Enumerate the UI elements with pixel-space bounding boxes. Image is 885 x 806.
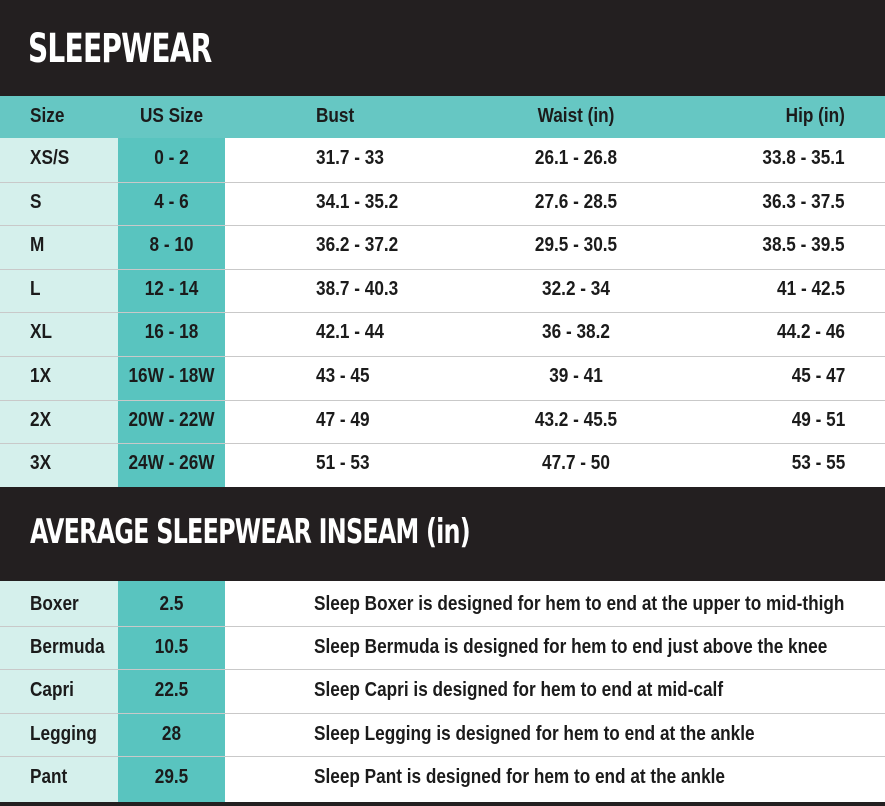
inseam-style-cell: Capri [30,679,74,702]
waist-cell: 36 - 38.2 [542,321,610,344]
header-us-size: US Size [139,105,204,127]
inseam-length-cell: 29.5 [154,765,189,788]
hip-cell: 36.3 - 37.5 [762,190,845,213]
size-row [0,356,885,400]
us-size-cell: 16W - 18W [128,365,215,387]
size-cell: XS/S [30,147,70,169]
us-size-cell: 4 - 6 [154,190,189,213]
inseam-style-cell: Legging [30,722,97,745]
row-divider [0,443,885,444]
waist-cell: 39 - 41 [549,365,603,387]
hip-cell: 38.5 - 39.5 [762,234,845,257]
row-divider [0,713,885,714]
us-size-cell: 0 - 2 [154,147,189,169]
size-cell: 3X [30,452,52,475]
row-divider [0,312,885,313]
sleepwear-title: SLEEPWEAR [28,26,212,72]
inseam-description-cell: Sleep Capri is designed for hem to end at mid-calf [314,679,724,702]
size-row [0,138,885,182]
bust-cell: 51 - 53 [316,452,370,475]
inseam-style-cell: Pant [30,765,68,788]
inseam-row [0,584,885,627]
hip-cell: 49 - 51 [791,408,845,431]
bust-cell: 42.1 - 44 [316,321,384,344]
bust-cell: 36.2 - 37.2 [316,234,399,257]
size-cell: 2X [30,408,52,431]
inseam-length-cell: 10.5 [154,636,189,659]
us-size-cell: 12 - 14 [144,277,199,300]
bust-cell: 34.1 - 35.2 [316,190,399,213]
size-cell: 1X [30,365,52,387]
hip-cell: 45 - 47 [791,365,845,387]
bust-cell: 31.7 - 33 [316,147,384,169]
row-divider [0,356,885,357]
row-divider [0,400,885,401]
waist-cell: 27.6 - 28.5 [534,190,618,213]
size-cell: M [30,234,45,257]
bust-cell: 43 - 45 [316,365,370,387]
size-cell: XL [30,321,52,344]
inseam-title: AVERAGE SLEEPWEAR INSEAM (in) [30,512,470,552]
inseam-style-cell: Bermuda [30,636,105,659]
hip-cell: 41 - 42.5 [777,277,845,300]
size-row [0,182,885,226]
row-divider [0,182,885,183]
row-divider [0,269,885,270]
inseam-length-cell: 2.5 [159,593,184,615]
row-divider [0,626,885,627]
bottom-border [0,802,885,806]
inseam-row [0,670,885,713]
waist-cell: 47.7 - 50 [542,452,610,475]
us-size-cell: 16 - 18 [144,321,199,344]
hip-cell: 53 - 55 [791,452,845,475]
size-row [0,312,885,356]
row-divider [0,756,885,757]
bust-cell: 38.7 - 40.3 [316,277,399,300]
header-waist: Waist (in) [537,105,615,127]
inseam-length-cell: 22.5 [154,679,189,702]
inseam-row [0,714,885,757]
inseam-row [0,757,885,800]
size-row [0,443,885,487]
waist-cell: 26.1 - 26.8 [534,147,618,169]
us-size-cell: 8 - 10 [149,234,194,257]
waist-cell: 43.2 - 45.5 [534,408,618,431]
size-row [0,225,885,269]
size-row [0,269,885,313]
inseam-length-cell: 28 [161,722,182,745]
hip-cell: 33.8 - 35.1 [762,147,845,169]
inseam-description-cell: Sleep Bermuda is designed for hem to end just above the knee [314,636,828,659]
size-table-header [0,96,885,138]
row-divider [0,669,885,670]
inseam-description-cell: Sleep Pant is designed for hem to end at the ankle [314,765,725,788]
inseam-row [0,627,885,670]
size-cell: S [30,190,42,213]
header-hip: Hip (in) [785,105,845,127]
row-divider [0,225,885,226]
us-size-cell: 20W - 22W [128,408,215,431]
size-cell: L [30,277,41,300]
bust-cell: 47 - 49 [316,408,370,431]
waist-cell: 29.5 - 30.5 [534,234,618,257]
hip-cell: 44.2 - 46 [777,321,845,344]
header-bust: Bust [316,105,355,127]
waist-cell: 32.2 - 34 [542,277,610,300]
inseam-description-cell: Sleep Legging is designed for hem to end at the ankle [314,722,755,745]
size-row [0,400,885,444]
inseam-description-cell: Sleep Boxer is designed for hem to end at the upper to mid-thigh [314,593,845,615]
inseam-style-cell: Boxer [30,593,79,615]
us-size-cell: 24W - 26W [128,452,215,475]
header-size: Size [30,105,65,127]
